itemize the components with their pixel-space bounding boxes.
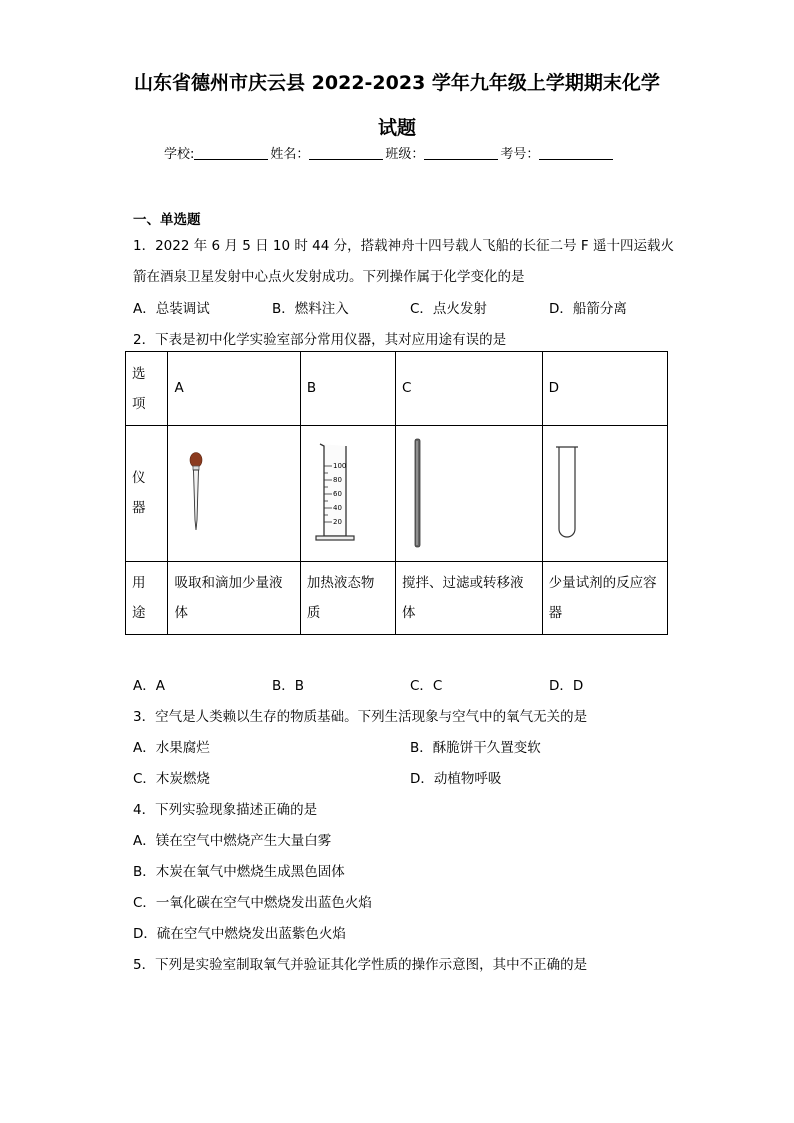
row-label-usage-char1: 用 [132,574,146,591]
table-row-instruments [126,426,668,561]
dropper-icon [180,448,220,538]
q4-option-b: B．木炭在氧气中燃烧生成黑色固体 [133,864,345,880]
q1-stem-line2: 箭在酒泉卫星发射中心点火发射成功。下列操作属于化学变化的是 [133,269,525,285]
q4-stem: 4．下列实验现象描述正确的是 [133,802,318,818]
student-info-line [164,143,615,162]
q3-stem: 3．空气是人类赖以生存的物质基础。下列生活现象与空气中的氧气无关的是 [133,709,588,725]
exam-title-line2: 试题 [377,117,416,139]
glass-rod-icon [408,437,428,549]
usage-b-line2: 质 [306,604,321,621]
usage-cell-a [168,561,300,634]
q1-option-b: B．燃料注入 [272,301,349,317]
test-tube-icon [552,443,582,543]
q2-stem: 2．下表是初中化学实验室部分常用仪器，其对应用途有误的是 [133,332,507,348]
instrument-cell-c [395,426,542,561]
q1-option-c: C．点火发射 [410,301,487,317]
usage-c-line2: 体 [401,604,416,621]
exam-number-label: 考号： [500,147,540,162]
q2-option-c: C．C [410,678,443,694]
q1-option-d: D．船箭分离 [549,301,627,317]
section-title: 一、单选题 [133,212,201,228]
instrument-cell-a [168,426,300,561]
q3-option-b: B．酥脆饼干久置变软 [410,740,541,756]
name-field[interactable] [309,145,383,160]
q5-stem: 5．下列是实验室制取氧气并验证其化学性质的操作示意图，其中不正确的是 [133,957,588,973]
row-label-usage-char2: 途 [132,604,146,621]
usage-a-line1: 吸取和滴加少量液 [174,574,283,591]
row-label-usage [126,561,168,634]
q4-option-d: D．硫在空气中燃烧发出蓝紫色火焰 [133,926,346,942]
cylinder-mark-100: 100 [332,462,347,471]
q1-option-a: A．总装调试 [133,301,210,317]
usage-cell-b [300,561,395,634]
q3-option-a: A．水果腐烂 [133,740,210,756]
cylinder-mark-40: 40 [332,504,342,513]
usage-a-line2: 体 [174,604,188,621]
name-label: 姓名： [270,147,310,162]
exam-title-line1: 山东省德州市庆云县 2022-2023 学年九年级上学期期末化学 [134,72,660,94]
instrument-table [125,351,668,635]
graduated-cylinder-icon [312,440,360,546]
column-header-b: B [300,352,395,426]
q3-option-c: C．木炭燃烧 [133,771,210,787]
school-field[interactable] [194,145,268,160]
table-row-options [126,352,668,426]
class-label: 班级： [385,147,425,162]
q2-option-b: B．B [272,678,305,694]
row-label-option-char1: 选 [132,365,146,382]
column-header-a: A [168,352,300,426]
q3-option-d: D．动植物呼吸 [410,771,502,787]
instrument-cell-b [300,426,395,561]
row-label-instrument [126,426,168,561]
row-label-instrument-char2: 器 [132,500,146,517]
instrument-cell-d [542,426,667,561]
q2-option-a: A．A [133,678,165,694]
column-header-d: D [542,352,667,426]
cylinder-mark-20: 20 [332,518,342,527]
usage-c-line1: 搅拌、过滤或转移液 [401,574,524,591]
cylinder-mark-80: 80 [332,476,342,485]
usage-cell-c [395,561,542,634]
q1-stem-line1: 1．2022 年 6 月 5 日 10 时 44 分，搭载神舟十四号载人飞船的长征二号 F 遥十四运载火 [133,238,674,254]
q4-option-c: C．一氧化碳在空气中燃烧发出蓝色火焰 [133,895,372,911]
school-label: 学校: [164,147,195,162]
q4-option-a: A．镁在空气中燃烧产生大量白雾 [133,833,332,849]
exam-number-field[interactable] [539,145,613,160]
row-label-option [126,352,168,426]
row-label-option-char2: 项 [132,395,146,412]
cylinder-mark-60: 60 [332,490,342,499]
row-label-instrument-char1: 仪 [132,470,146,487]
usage-b-line1: 加热液态物 [306,574,375,591]
table-row-usages [126,561,668,634]
column-header-c: C [395,352,542,426]
class-field[interactable] [424,145,498,160]
usage-d-line2: 器 [548,604,563,621]
q2-option-d: D．D [549,678,584,694]
usage-cell-d [542,561,667,634]
usage-d-line1: 少量试剂的反应容 [548,574,657,591]
